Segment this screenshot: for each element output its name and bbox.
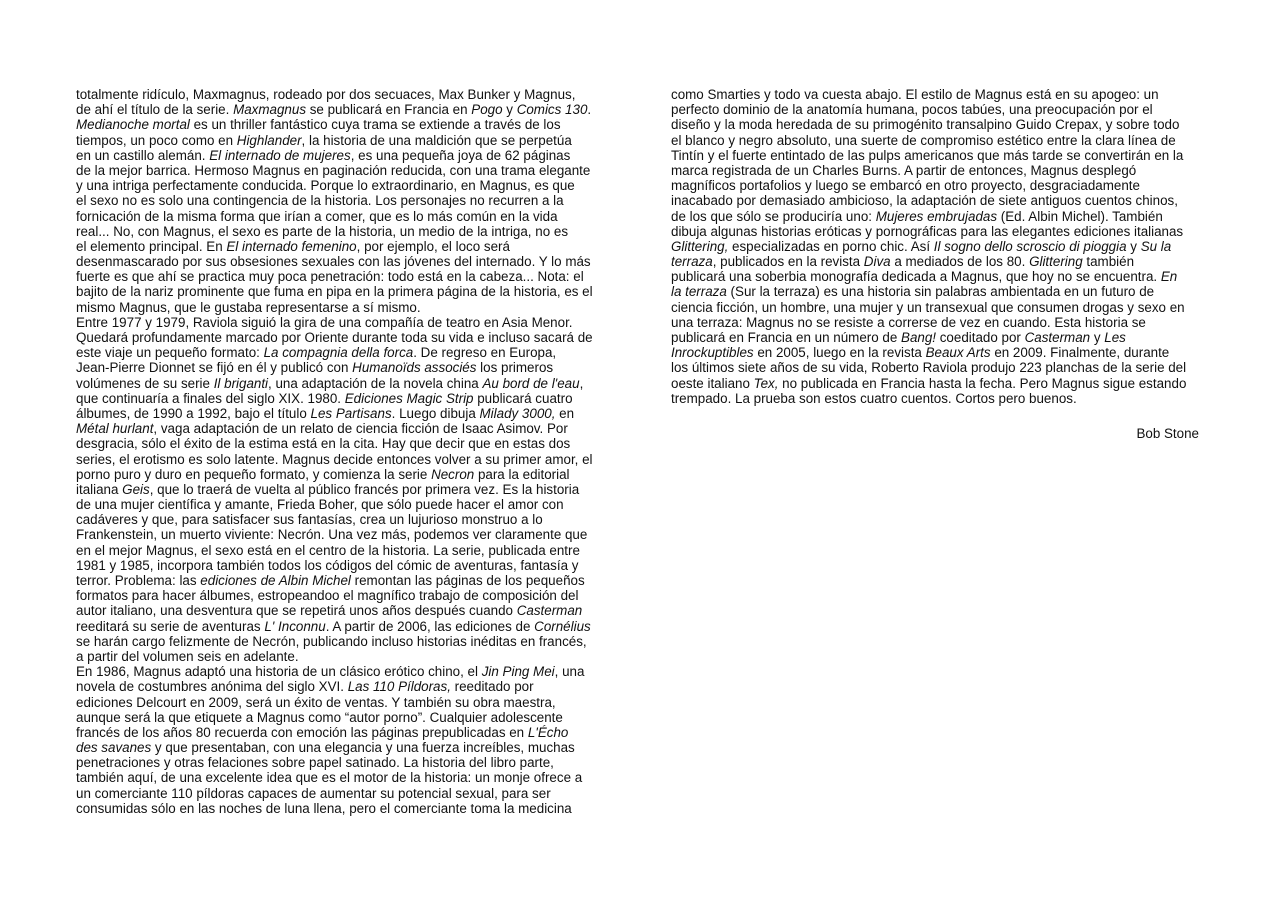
text-segment: fuerte es que ahí se practica muy poca penetración: todo está en la cabeza... Nota: el	[76, 269, 584, 285]
text-segment: , por ejemplo, el loco será	[356, 238, 510, 254]
text-segment: este viaje un pequeño formato:	[76, 345, 264, 361]
text-segment: a partir del volumen seis en adelante.	[76, 648, 299, 664]
text-line	[671, 102, 1206, 117]
italic-title: Maxmagnus	[233, 102, 307, 118]
text-line	[76, 421, 616, 436]
text-line	[671, 254, 1206, 269]
text-segment: . De regreso en Europa,	[413, 345, 557, 361]
italic-title: Ediciones Magic Strip	[344, 390, 474, 406]
text-segment: inacabado por demasiado ambicioso, la adaptación de siete antiguos cuentos chinos,	[671, 193, 1178, 209]
text-segment: series, el erotismo es solo latente. Magnus decide entonces volver a su primer amor, el	[76, 451, 593, 467]
text-line	[76, 300, 616, 315]
italic-title: Au bord de l'eau	[482, 375, 580, 391]
text-line	[671, 300, 1206, 315]
italic-title: des savanes	[76, 740, 152, 756]
text-line	[76, 710, 616, 725]
italic-title: ediciones de Albin Michel	[200, 573, 351, 588]
italic-title: Comics 130	[516, 102, 588, 118]
text-line	[671, 163, 1206, 178]
author-signature: Bob Stone	[1136, 426, 1199, 441]
text-line	[76, 87, 616, 102]
text-line	[76, 360, 616, 375]
right-text-column	[671, 87, 1206, 406]
text-segment: en el mejor Magnus, el sexo está en el centro de la historia. La serie, publicada entre	[76, 542, 580, 558]
text-line	[671, 87, 1206, 102]
text-line	[76, 482, 616, 497]
text-segment: , una	[554, 664, 585, 680]
text-segment: diseño y la moda heredada de su primogénito transalpino Guido Crepax, y sobre todo	[671, 117, 1180, 133]
text-segment: mismo Magnus, que le gustaba representarse a sí mismo.	[76, 299, 421, 315]
text-line	[76, 117, 616, 132]
text-segment: , vaga adaptación de un relato de ciencia ficción de Isaac Asimov. Por	[153, 421, 568, 437]
text-segment: en	[555, 405, 575, 421]
text-line	[76, 755, 616, 770]
text-segment: el elemento principal. En	[76, 238, 227, 254]
text-line	[671, 133, 1206, 148]
text-segment: , es una pequeña joya de 62 páginas	[350, 147, 571, 163]
italic-title: L'Écho	[527, 724, 569, 740]
text-segment: se publicará en Francia en	[306, 102, 472, 118]
text-segment: ,	[579, 375, 584, 391]
text-segment: y una intriga perfectamente conducida. Porque lo extraordinario, en Magnus, es que	[76, 178, 575, 194]
text-segment: también	[1082, 254, 1135, 270]
text-line	[76, 603, 616, 618]
text-line	[671, 148, 1206, 163]
text-segment: reeditará su serie de aventuras	[76, 618, 265, 634]
text-line	[76, 786, 616, 801]
italic-title: Il briganti	[213, 375, 269, 391]
text-line	[671, 239, 1206, 254]
text-line	[671, 345, 1206, 360]
text-line	[671, 360, 1206, 375]
text-segment: reeditado por	[450, 679, 534, 695]
text-segment: también aquí, de una excelente idea que es el motor de la historia: un monje ofrece a	[76, 770, 583, 786]
text-segment: Frankenstein, un muerto viviente: Necrón. Una vez más, podemos ver claramente que	[76, 527, 588, 543]
text-segment: penetraciones y otras felaciones sobre papel satinado. La historia del libro parte,	[76, 755, 554, 771]
text-line	[76, 740, 616, 755]
text-line	[76, 376, 616, 391]
text-line	[76, 588, 616, 603]
text-segment: de una mujer científica y amante, Frieda Boher, que sólo puede hacer el amor con	[76, 497, 564, 513]
text-line	[671, 193, 1206, 208]
text-segment: novela de costumbres anónima del siglo XVI.	[76, 679, 348, 695]
text-line	[76, 695, 616, 710]
text-line	[76, 284, 616, 299]
text-segment: de la mejor barrica. Hermoso Magnus en paginación reducida, con una trama elegante	[76, 162, 591, 178]
text-line	[76, 634, 616, 649]
text-segment: de los que sólo se produciría uno:	[671, 208, 876, 224]
text-line	[76, 664, 616, 679]
text-line	[671, 117, 1206, 132]
text-line	[76, 391, 616, 406]
text-segment: para la editorial	[474, 466, 570, 482]
text-segment: y	[1126, 238, 1141, 254]
text-line	[671, 178, 1206, 193]
italic-title: Inrockuptibles	[671, 345, 754, 361]
text-line	[76, 512, 616, 527]
text-line	[671, 376, 1206, 391]
text-segment: los primeros	[476, 360, 554, 376]
text-segment: una terraza: Magnus no se resiste a correrse de vez en cuando. Esta historia se	[671, 314, 1146, 330]
text-line	[671, 391, 1206, 406]
text-line	[76, 345, 616, 360]
text-line	[76, 178, 616, 193]
text-line	[76, 619, 616, 634]
text-segment: cadáveres y que, para satisfacer sus fantasías, crea un lujurioso monstruo a lo	[76, 512, 543, 528]
italic-title: El internado de mujeres	[209, 147, 351, 163]
text-segment: publicará cuatro	[473, 390, 573, 406]
italic-title: La compagnia della forca	[263, 345, 414, 361]
text-line	[76, 801, 616, 816]
text-segment: en un castillo alemán.	[76, 147, 210, 163]
text-line	[671, 224, 1206, 239]
text-segment: Tintín y el fuerte entintado de las pulps americanos que más tarde se convertirán en la	[671, 147, 1184, 163]
text-segment: autor italiano, una desventura que se repetirá unos años después cuando	[76, 603, 517, 619]
italic-title: Métal hurlant	[76, 421, 154, 437]
italic-title: Medianoche mortal	[76, 117, 190, 133]
italic-title: Diva	[863, 254, 891, 270]
text-segment: desenmascarado por sus obsesiones sexuales con las jóvenes del internado. Y lo más	[76, 254, 591, 270]
text-segment: (Sur la terraza) es una historia sin palabras ambientada en un futuro de	[726, 284, 1155, 300]
text-line	[76, 558, 616, 573]
text-segment: especializadas en porno chic. Así	[728, 238, 934, 254]
text-line	[671, 315, 1206, 330]
text-line	[76, 330, 616, 345]
italic-title: Milady 3000,	[479, 405, 556, 421]
text-segment: se harán cargo felizmente de Necrón, publicando incluso historias inéditas en francés,	[76, 633, 587, 649]
text-segment: italiana	[76, 481, 123, 497]
italic-title: terraza	[671, 254, 713, 270]
text-segment: trempado. La prueba son estos cuatro cuentos. Cortos pero buenos.	[671, 390, 1077, 406]
text-segment: En 1986, Magnus adaptó una historia de un clásico erótico chino, el	[76, 664, 482, 680]
text-segment: es un thriller fantástico cuya trama se extiende a través de los	[189, 117, 561, 133]
italic-title: Highlander	[236, 132, 302, 148]
italic-title: Necron	[431, 466, 475, 482]
text-line	[76, 315, 616, 330]
italic-title: Les Partisans	[310, 405, 392, 421]
text-segment: los últimos siete años de su vida, Roberto Raviola produjo 223 planchas de la serie del	[671, 360, 1187, 376]
text-segment: ciencia ficción, un hombre, una mujer y un transexual que consumen drogas y sexo en	[671, 299, 1185, 315]
text-segment: real... No, con Magnus, el sexo es parte de la historia, un medio de la intriga, no es	[76, 223, 569, 239]
text-segment: 1981 y 1985, incorpora también todos los códigos del cómic de aventuras, fantasía y	[76, 557, 579, 573]
text-segment: álbumes, de 1990 a 1992, bajo el título	[76, 405, 311, 421]
text-line	[76, 163, 616, 178]
italic-title: Humanoïds associés	[352, 360, 477, 376]
italic-title: Casterman	[1024, 330, 1091, 345]
text-line	[76, 573, 616, 588]
text-segment: que continuaría a finales del siglo XIX. 1980.	[76, 390, 345, 406]
text-segment: formatos para hacer álbumes, estropeandoo el magnífico trabajo de composición del	[76, 588, 579, 604]
text-segment: .	[587, 102, 592, 118]
italic-title: El internado femenino	[226, 238, 357, 254]
italic-title: Casterman	[516, 603, 583, 619]
text-segment: volúmenes de su serie	[76, 375, 214, 391]
text-segment: no publicada en Francia hasta la fecha. Pero Magnus sigue estando	[778, 375, 1187, 391]
italic-title: L' Inconnu	[264, 618, 326, 634]
text-segment: Entre 1977 y 1979, Raviola siguió la gira de una compañía de teatro en Asia Menor.	[76, 314, 573, 330]
text-line	[671, 330, 1206, 345]
italic-title: Glittering,	[671, 238, 729, 254]
text-segment: en 2005, luego en la revista	[753, 345, 926, 361]
text-segment: bajito de la nariz prominente que fuma en pipa en la primera página de la historia, es el	[76, 284, 593, 300]
text-line	[76, 102, 616, 117]
italic-title: Cornélius	[534, 618, 591, 634]
text-segment: , la historia de una maldición que se perpetúa	[301, 132, 572, 148]
text-line	[76, 527, 616, 542]
text-segment: perfecto dominio de la anatomía humana, pocos tabúes, una preocupación por el	[671, 102, 1153, 118]
text-segment: (Ed. Albin Michel). También	[997, 208, 1163, 224]
italic-title: Geis	[122, 481, 150, 497]
text-segment: , publicados en la revista	[712, 254, 864, 270]
text-segment: y	[502, 102, 517, 118]
text-segment: el sexo no es solo una contingencia de la historia. Los personajes no recurren a la	[76, 193, 564, 209]
text-line	[76, 770, 616, 785]
italic-title: Tex,	[753, 375, 779, 391]
text-segment: . Luego dibuja	[391, 405, 480, 421]
text-line	[76, 209, 616, 224]
italic-title: En	[1160, 269, 1178, 285]
text-line	[76, 497, 616, 512]
text-line	[76, 649, 616, 664]
text-segment: . A partir de 2006, las ediciones de	[325, 618, 535, 634]
text-line	[76, 254, 616, 269]
text-line	[76, 239, 616, 254]
italic-title: la terraza	[671, 284, 727, 300]
text-segment: ediciones Delcourt en 2009, será un éxito de ventas. Y también su obra maestra,	[76, 694, 556, 710]
text-line	[76, 543, 616, 558]
italic-title: Glittering	[1029, 254, 1083, 270]
text-line	[76, 725, 616, 740]
text-segment: aunque será la que etiquete a Magnus como “autor porno”. Cualquier adolescente	[76, 709, 563, 725]
italic-title: Mujeres embrujadas	[875, 208, 998, 224]
text-line	[671, 209, 1206, 224]
text-line	[671, 269, 1206, 284]
text-segment: en 2009. Finalmente, durante	[990, 345, 1170, 361]
text-segment: tiempos, un poco como en	[76, 132, 237, 148]
text-segment: de ahí el título de la serie.	[76, 102, 234, 118]
text-segment: el blanco y negro absoluto, una suerte de compromiso estético entre la clara línea de	[671, 132, 1176, 148]
text-segment: y	[1090, 330, 1105, 345]
italic-title: Beaux Arts	[925, 345, 991, 361]
text-segment: y que presentaban, con una elegancia y una fuerza increíbles, muchas	[151, 740, 575, 756]
left-text-column	[76, 87, 616, 816]
text-line	[76, 679, 616, 694]
italic-title: Pogo	[471, 102, 503, 118]
italic-title: Les	[1104, 330, 1126, 345]
text-segment: magníficos portafolios y luego se embarcó en otro proyecto, desgraciadamente	[671, 178, 1140, 194]
italic-title: Las 110 Píldoras,	[347, 679, 451, 695]
text-segment: remontan las páginas de los pequeños	[350, 573, 585, 588]
text-line	[76, 436, 616, 451]
text-segment: Jean-Pierre Dionnet se fijó en él y publicó con	[76, 360, 353, 376]
italic-title: Su la	[1140, 238, 1172, 254]
text-segment: desgracia, sólo el éxito de la estima está en la cita. Hay que decir que en estas dos	[76, 436, 571, 452]
text-segment: francés de los años 80 recuerda con emoción las páginas prepublicadas en	[76, 724, 528, 740]
italic-title: Il sogno dello scroscio di pioggia	[933, 238, 1127, 254]
text-line	[76, 452, 616, 467]
text-line	[76, 269, 616, 284]
text-segment: consumidas sólo en las noches de luna llena, pero el comerciante toma la medicina	[76, 800, 572, 816]
text-segment: oeste italiano	[671, 375, 754, 391]
text-line	[76, 224, 616, 239]
text-line	[76, 406, 616, 421]
text-segment: como Smarties y todo va cuesta abajo. El estilo de Magnus está en su apogeo: un	[671, 87, 1159, 102]
italic-title: Jin Ping Mei	[481, 664, 555, 680]
text-line	[76, 193, 616, 208]
text-line	[76, 133, 616, 148]
text-line	[76, 467, 616, 482]
text-segment: terror. Problema: las	[76, 573, 201, 588]
italic-title: Bang!	[901, 330, 937, 345]
text-segment: , que lo traerá de vuelta al público francés por primera vez. Es la historia	[149, 481, 580, 497]
text-segment: Quedará profundamente marcado por Oriente durante toda su vida e incluso sacará de	[76, 330, 593, 345]
text-segment: un comerciante 110 píldoras capaces de aumentar su potencial sexual, para ser	[76, 785, 551, 801]
text-segment: porno puro y duro en pequeño formato, y comienza la serie	[76, 466, 432, 482]
text-segment: , una adaptación de la novela china	[268, 375, 483, 391]
text-segment: dibuja algunas historias eróticas y pornográficas para las elegantes ediciones italianas	[671, 223, 1184, 239]
text-segment: coeditado por	[936, 330, 1025, 345]
text-segment: publicará una soberbia monografía dedicada a Magnus, que hoy no se encuentra.	[671, 269, 1161, 285]
text-segment: marca registrada de un Charles Burns. A partir de entonces, Magnus desplegó	[671, 162, 1137, 178]
text-segment: a mediados de los 80.	[890, 254, 1030, 270]
text-segment: totalmente ridículo, Maxmagnus, rodeado por dos secuaces, Max Bunker y Magnus,	[76, 87, 576, 102]
text-segment: fornicación de la misma forma que irían a comer, que es lo más común en la vida	[76, 208, 558, 224]
text-segment: publicará en Francia en un número de	[671, 330, 902, 345]
text-line	[671, 284, 1206, 299]
text-line	[76, 148, 616, 163]
